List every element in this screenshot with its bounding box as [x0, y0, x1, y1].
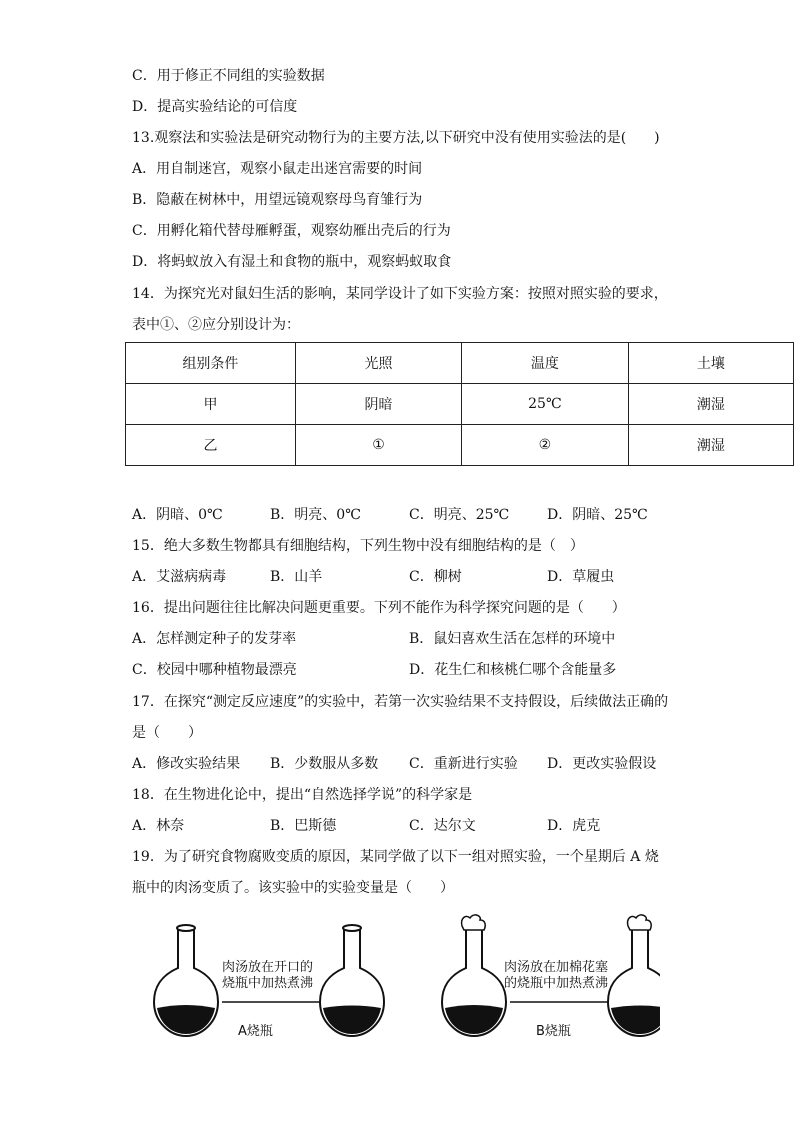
experiment-table — [125, 342, 794, 466]
table-header-row — [126, 343, 794, 384]
table-row — [126, 384, 794, 425]
flask-a-process-text-2: 烧瓶中加热煮沸 — [222, 976, 314, 991]
q14-option-c: C．明亮、25℃ — [409, 507, 510, 523]
flask-b-caption: B烧瓶 — [536, 1024, 571, 1039]
table-cell: 乙 — [126, 425, 296, 466]
flask-b-after-icon — [608, 915, 660, 1036]
q18-option-a: A．林奈 — [132, 818, 185, 834]
q16-stem: 16．提出问题往往比解决问题更重要。下列不能作为科学探究问题的是（ ） — [132, 600, 626, 616]
q14-stem-line2: 表中①、②应分别设计为： — [132, 317, 300, 333]
q17-option-a: A．修改实验结果 — [132, 756, 241, 772]
table-cell: ② — [462, 425, 629, 466]
table-cell: 阴暗 — [295, 384, 461, 425]
table-cell: 25℃ — [462, 384, 629, 425]
table-row — [126, 425, 794, 466]
q17-option-d: D．更改实验假设 — [547, 756, 657, 772]
table-header-cell: 温度 — [462, 343, 629, 384]
q13-option-b: B．隐蔽在树林中，用望远镜观察母鸟育雏行为 — [132, 192, 423, 208]
table-cell: 潮湿 — [628, 384, 793, 425]
flask-a-after-icon — [320, 925, 384, 1036]
q14-option-a: A．阴暗、0℃ — [132, 507, 223, 523]
q15-stem: 15．绝大多数生物都具有细胞结构，下列生物中没有细胞结构的是（ ） — [132, 538, 584, 554]
q18-stem: 18．在生物进化论中，提出“自然选择学说”的科学家是 — [132, 787, 473, 803]
q14-option-b: B．明亮、0℃ — [270, 507, 361, 523]
flask-a-before-icon — [154, 925, 218, 1036]
q12-option-d: D．提高实验结论的可信度 — [132, 99, 298, 115]
q15-option-c: C．柳树 — [409, 569, 462, 585]
q16-option-c: C．校园中哪种植物最漂亮 — [132, 662, 297, 678]
cotton-plug-icon — [462, 915, 486, 930]
table-cell: ① — [295, 425, 461, 466]
table-header-cell: 光照 — [295, 343, 461, 384]
table-cell: 甲 — [126, 384, 296, 425]
q19-stem-line2: 瓶中的肉汤变质了。该实验中的实验变量是（ ） — [132, 880, 454, 896]
flask-experiment-figure — [140, 910, 660, 1050]
q17-stem-line1: 17．在探究“测定反应速度”的实验中，若第一次实验结果不支持假设，后续做法正确的 — [132, 694, 669, 710]
q19-stem-line1: 19．为了研究食物腐败变质的原因，某同学做了以下一组对照实验，一个星期后 A 烧 — [132, 849, 659, 865]
q13-stem: 13.观察法和实验法是研究动物行为的主要方法,以下研究中没有使用实验法的是( ) — [132, 130, 660, 146]
cotton-plug-icon — [628, 915, 652, 930]
q17-option-c: C．重新进行实验 — [409, 756, 518, 772]
q12-option-c: C．用于修正不同组的实验数据 — [132, 68, 325, 84]
q18-option-d: D．虎克 — [547, 818, 601, 834]
q15-option-a: A．艾滋病病毒 — [132, 569, 227, 585]
q15-option-b: B．山羊 — [270, 569, 323, 585]
flask-b-process-text-1: 肉汤放在加棉花塞 — [504, 960, 609, 975]
flask-a-process-text-1: 肉汤放在开口的 — [222, 960, 314, 975]
table-header-cell: 组别条件 — [126, 343, 296, 384]
q14-option-d: D．阴暗、25℃ — [547, 507, 648, 523]
q17-option-b: B．少数服从多数 — [270, 756, 379, 772]
q16-option-a: A．怎样测定种子的发芽率 — [132, 631, 297, 647]
q16-option-d: D．花生仁和核桃仁哪个含能量多 — [409, 662, 617, 678]
q18-option-b: B．巴斯德 — [270, 818, 337, 834]
q17-stem-line2: 是（ ） — [132, 725, 202, 741]
q16-option-b: B．鼠妇喜欢生活在怎样的环境中 — [409, 631, 616, 647]
flask-a-caption: A烧瓶 — [238, 1024, 273, 1039]
q14-stem-line1: 14．为探究光对鼠妇生活的影响，某同学设计了如下实验方案：按照对照实验的要求， — [132, 286, 668, 302]
q15-option-d: D．草履虫 — [547, 569, 615, 585]
q13-option-c: C．用孵化箱代替母雁孵蛋，观察幼雁出壳后的行为 — [132, 223, 451, 239]
q13-option-d: D．将蚂蚁放入有湿土和食物的瓶中，观察蚂蚁取食 — [132, 254, 452, 270]
q13-option-a: A．用自制迷宫，观察小鼠走出迷宫需要的时间 — [132, 161, 423, 177]
table-cell: 潮湿 — [628, 425, 793, 466]
table-header-cell: 土壤 — [628, 343, 793, 384]
q18-option-c: C．达尔文 — [409, 818, 476, 834]
flask-b-before-icon — [442, 915, 506, 1036]
flask-b-process-text-2: 的烧瓶中加热煮沸 — [504, 976, 609, 991]
